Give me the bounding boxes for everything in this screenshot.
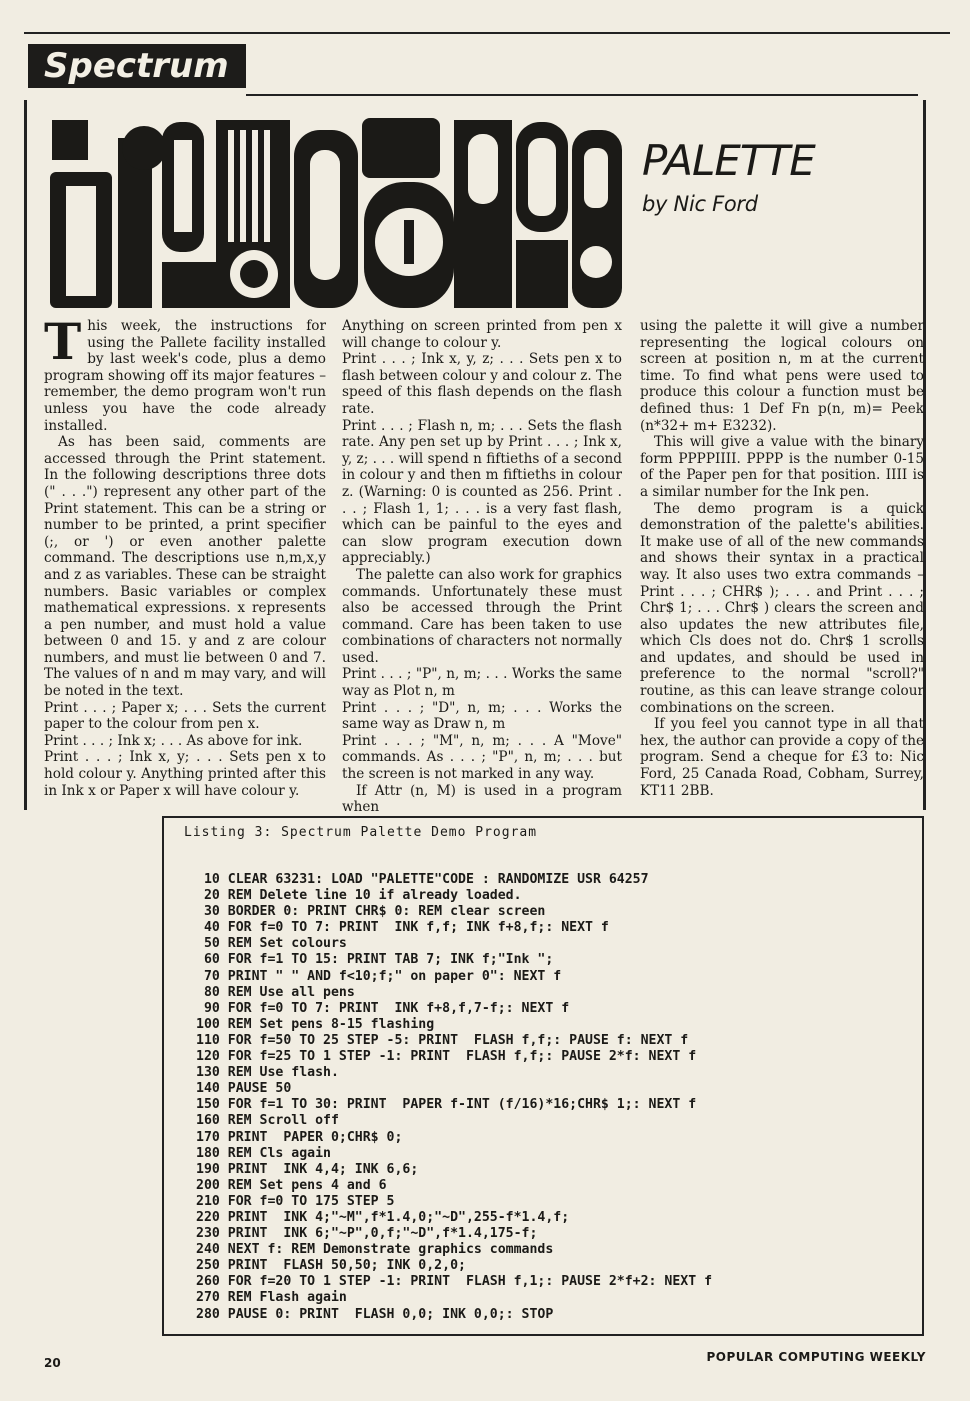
- code-line: 240 NEXT f: REM Demonstrate graphics commands: [196, 1242, 554, 1258]
- paragraph: If Attr (n, M) is used in a program when: [342, 782, 622, 816]
- header-rule: [246, 94, 918, 96]
- code-line: 220 PRINT INK 4;"~M",f*1.4,0;"~D",255-f*1.4,f;: [196, 1209, 570, 1225]
- code-line: 40 FOR f=0 TO 7: PRINT INK f,f; INK f+8,f;: NEXT f: [196, 920, 609, 936]
- code-line: 200 REM Set pens 4 and 6: [196, 1177, 387, 1193]
- top-rule: [24, 32, 950, 34]
- paragraph: Print . . . ; Ink x, y, z; . . . Sets pen x to flash between colour y and colour z. The speed of this flash depends on the flash rate.: [342, 351, 622, 417]
- code-line: 20 REM Delete line 10 if already loaded.: [196, 888, 522, 904]
- listing-title: Listing 3: Spectrum Palette Demo Program: [184, 825, 538, 840]
- code-line: 230 PRINT INK 6;"~P",0,f;"~D",f*1.4,175-f;: [196, 1226, 538, 1242]
- paragraph: The palette can also work for graphics commands. Unfortunately these must also be accessed through the Print command. Care has been taken to use combinations of characters not normally used.: [342, 566, 623, 666]
- code-line: 150 FOR f=1 TO 30: PRINT PAPER f-INT (f/16)*16;CHR$ 1;: NEXT f: [196, 1097, 697, 1113]
- magazine-name: POPULAR COMPUTING WEEKLY: [706, 1350, 926, 1364]
- code-line: 210 FOR f=0 TO 175 STEP 5: [196, 1193, 395, 1209]
- article-column-2: [342, 318, 622, 816]
- code-line: 80 REM Use all pens: [196, 984, 355, 1000]
- paragraph: Print . . . ; "D", n, m; . . . Works the same way as Draw n, m: [342, 699, 622, 733]
- paragraph: his week, the instructions for using the Pallete facility installed by last week's code, plus a demo program showing off its major features – remember, the demo program won't run unless you have the code already installed.: [44, 318, 326, 434]
- code-line: 270 REM Flash again: [196, 1290, 347, 1306]
- drop-cap: T: [44, 312, 82, 371]
- code-line: 120 FOR f=25 TO 1 STEP -1: PRINT FLASH f,f;: PAUSE 2*f: NEXT f: [196, 1049, 697, 1065]
- article-title: PALETTE: [642, 136, 815, 185]
- paragraph: The demo program is a quick demonstration of the palette's abilities. It make use of all of the new commands and shows their syntax in a practical way. It also uses two extra commands – Print . . . ; CHR$ ); . . . and Print . . . ; Chr$ 1; . . . Chr$ ) clears the screen and also updates the new attributes file, which Cls does not do. Chr$ 1 scrolls and updates, and should be used in preference to the normal "scroll?" routine, as this can leave strange colour combinations on the screen.: [640, 500, 924, 716]
- article-column-3: [640, 318, 924, 799]
- paragraph: Print . . . ; Flash n, m; . . . Sets the flash rate. Any pen set up by Print . . . ; Ink x, y, z; . . . will spend n fiftieths of a second in colour y and then m fiftieths in colour z. (Warning: 0 is counted as 256. Print . . . ; Flash 1, 1; . . . is a very fast flash, which can be painful to the eyes and can slow program execution down appreciably.): [342, 417, 622, 567]
- code-line: 130 REM Use flash.: [196, 1065, 339, 1081]
- code-line: 100 REM Set pens 8-15 flashing: [196, 1016, 435, 1032]
- paragraph: If you feel you cannot type in all that hex, the author can provide a copy of the program. Send a cheque for £3 to: Nic Ford, 25 Canada Road, Cobham, Surrey, KT11 2BB.: [640, 716, 924, 799]
- code-line: 30 BORDER 0: PRINT CHR$ 0: REM clear screen: [196, 904, 546, 920]
- paragraph: Print . . . ; "M", n, m; . . . A "Move" commands. As . . . ; "P", n, m; . . . but the screen is not marked in any way.: [342, 732, 622, 783]
- paragraph: Print . . . ; Paper x; . . . Sets the current paper to the colour from pen x.: [44, 699, 326, 733]
- title-block: [642, 136, 912, 216]
- listing-code: [196, 872, 712, 1323]
- paragraph: Print . . . ; Ink x; . . . As above for ink.: [44, 732, 303, 749]
- paragraph: Anything on screen printed from pen x will change to colour y.: [342, 318, 622, 351]
- article-byline: by Nic Ford: [642, 192, 758, 216]
- article-column-1: [44, 312, 326, 799]
- code-line: 160 REM Scroll off: [196, 1113, 339, 1129]
- code-line: 190 PRINT INK 4,4; INK 6,6;: [196, 1161, 419, 1177]
- code-line: 50 REM Set colours: [196, 936, 347, 952]
- paragraph: As has been said, comments are accessed through the Print statement. In the following descriptions three dots (" . . .") represent any other part of the Print statement. This can be a string or number to be printed, a print specifier (;, or ') or even another palette command. The descriptions use n,m,x,y and z as variables. These can be straight numbers. Basic variables or complex mathematical expressions. x represents a pen number, and must hold a value between 0 and 15. y and z are colour numbers, and must lie between 0 and 7. The values of n and m may vary, and will be noted in the text.: [44, 434, 326, 700]
- code-line: 110 FOR f=50 TO 25 STEP -5: PRINT FLASH f,f;: PAUSE f: NEXT f: [196, 1032, 689, 1048]
- code-line: 170 PRINT PAPER 0;CHR$ 0;: [196, 1129, 403, 1145]
- code-line: 180 REM Cls again: [196, 1145, 331, 1161]
- code-line: 260 FOR f=20 TO 1 STEP -1: PRINT FLASH f,1;: PAUSE 2*f+2: NEXT f: [196, 1274, 713, 1290]
- code-line: 10 CLEAR 63231: LOAD "PALETTE"CODE : RANDOMIZE USR 64257: [196, 872, 649, 887]
- paragraph: This will give a value with the binary form PPPPIIII. PPPP is the number 0-15 of the Paper pen for that position. IIII is a similar number for the Ink pen.: [640, 434, 924, 500]
- paragraph: Print . . . ; Ink x, y; . . . Sets pen x to hold colour y. Anything printed after this in Ink x or Paper x will have colour y.: [44, 749, 326, 799]
- numerals-illustration: [44, 112, 624, 312]
- code-line: 70 PRINT " " AND f<10;f;" on paper 0": NEXT f: [196, 968, 562, 984]
- code-line: 280 PAUSE 0: PRINT FLASH 0,0; INK 0,0;: STOP: [196, 1306, 554, 1322]
- paragraph: Print . . . ; "P", n, m; . . . Works the same way as Plot n, m: [342, 666, 622, 700]
- section-tag: Spectrum: [28, 44, 246, 88]
- paragraph: using the palette it will give a number representing the logical colours on screen at position n, m at the current time. To find what pens were used to produce this colour a function must be defined thus: 1 Def Fn p(n, m)= Peek (n*32+ m+ E3232).: [640, 318, 924, 434]
- code-line: 250 PRINT FLASH 50,50; INK 0,2,0;: [196, 1258, 466, 1274]
- page-number: 20: [44, 1356, 61, 1370]
- code-line: 60 FOR f=1 TO 15: PRINT TAB 7; INK f;"Ink ";: [196, 952, 554, 968]
- code-line: 140 PAUSE 50: [196, 1081, 292, 1097]
- code-line: 90 FOR f=0 TO 7: PRINT INK f+8,f,7-f;: NEXT f: [196, 1000, 570, 1016]
